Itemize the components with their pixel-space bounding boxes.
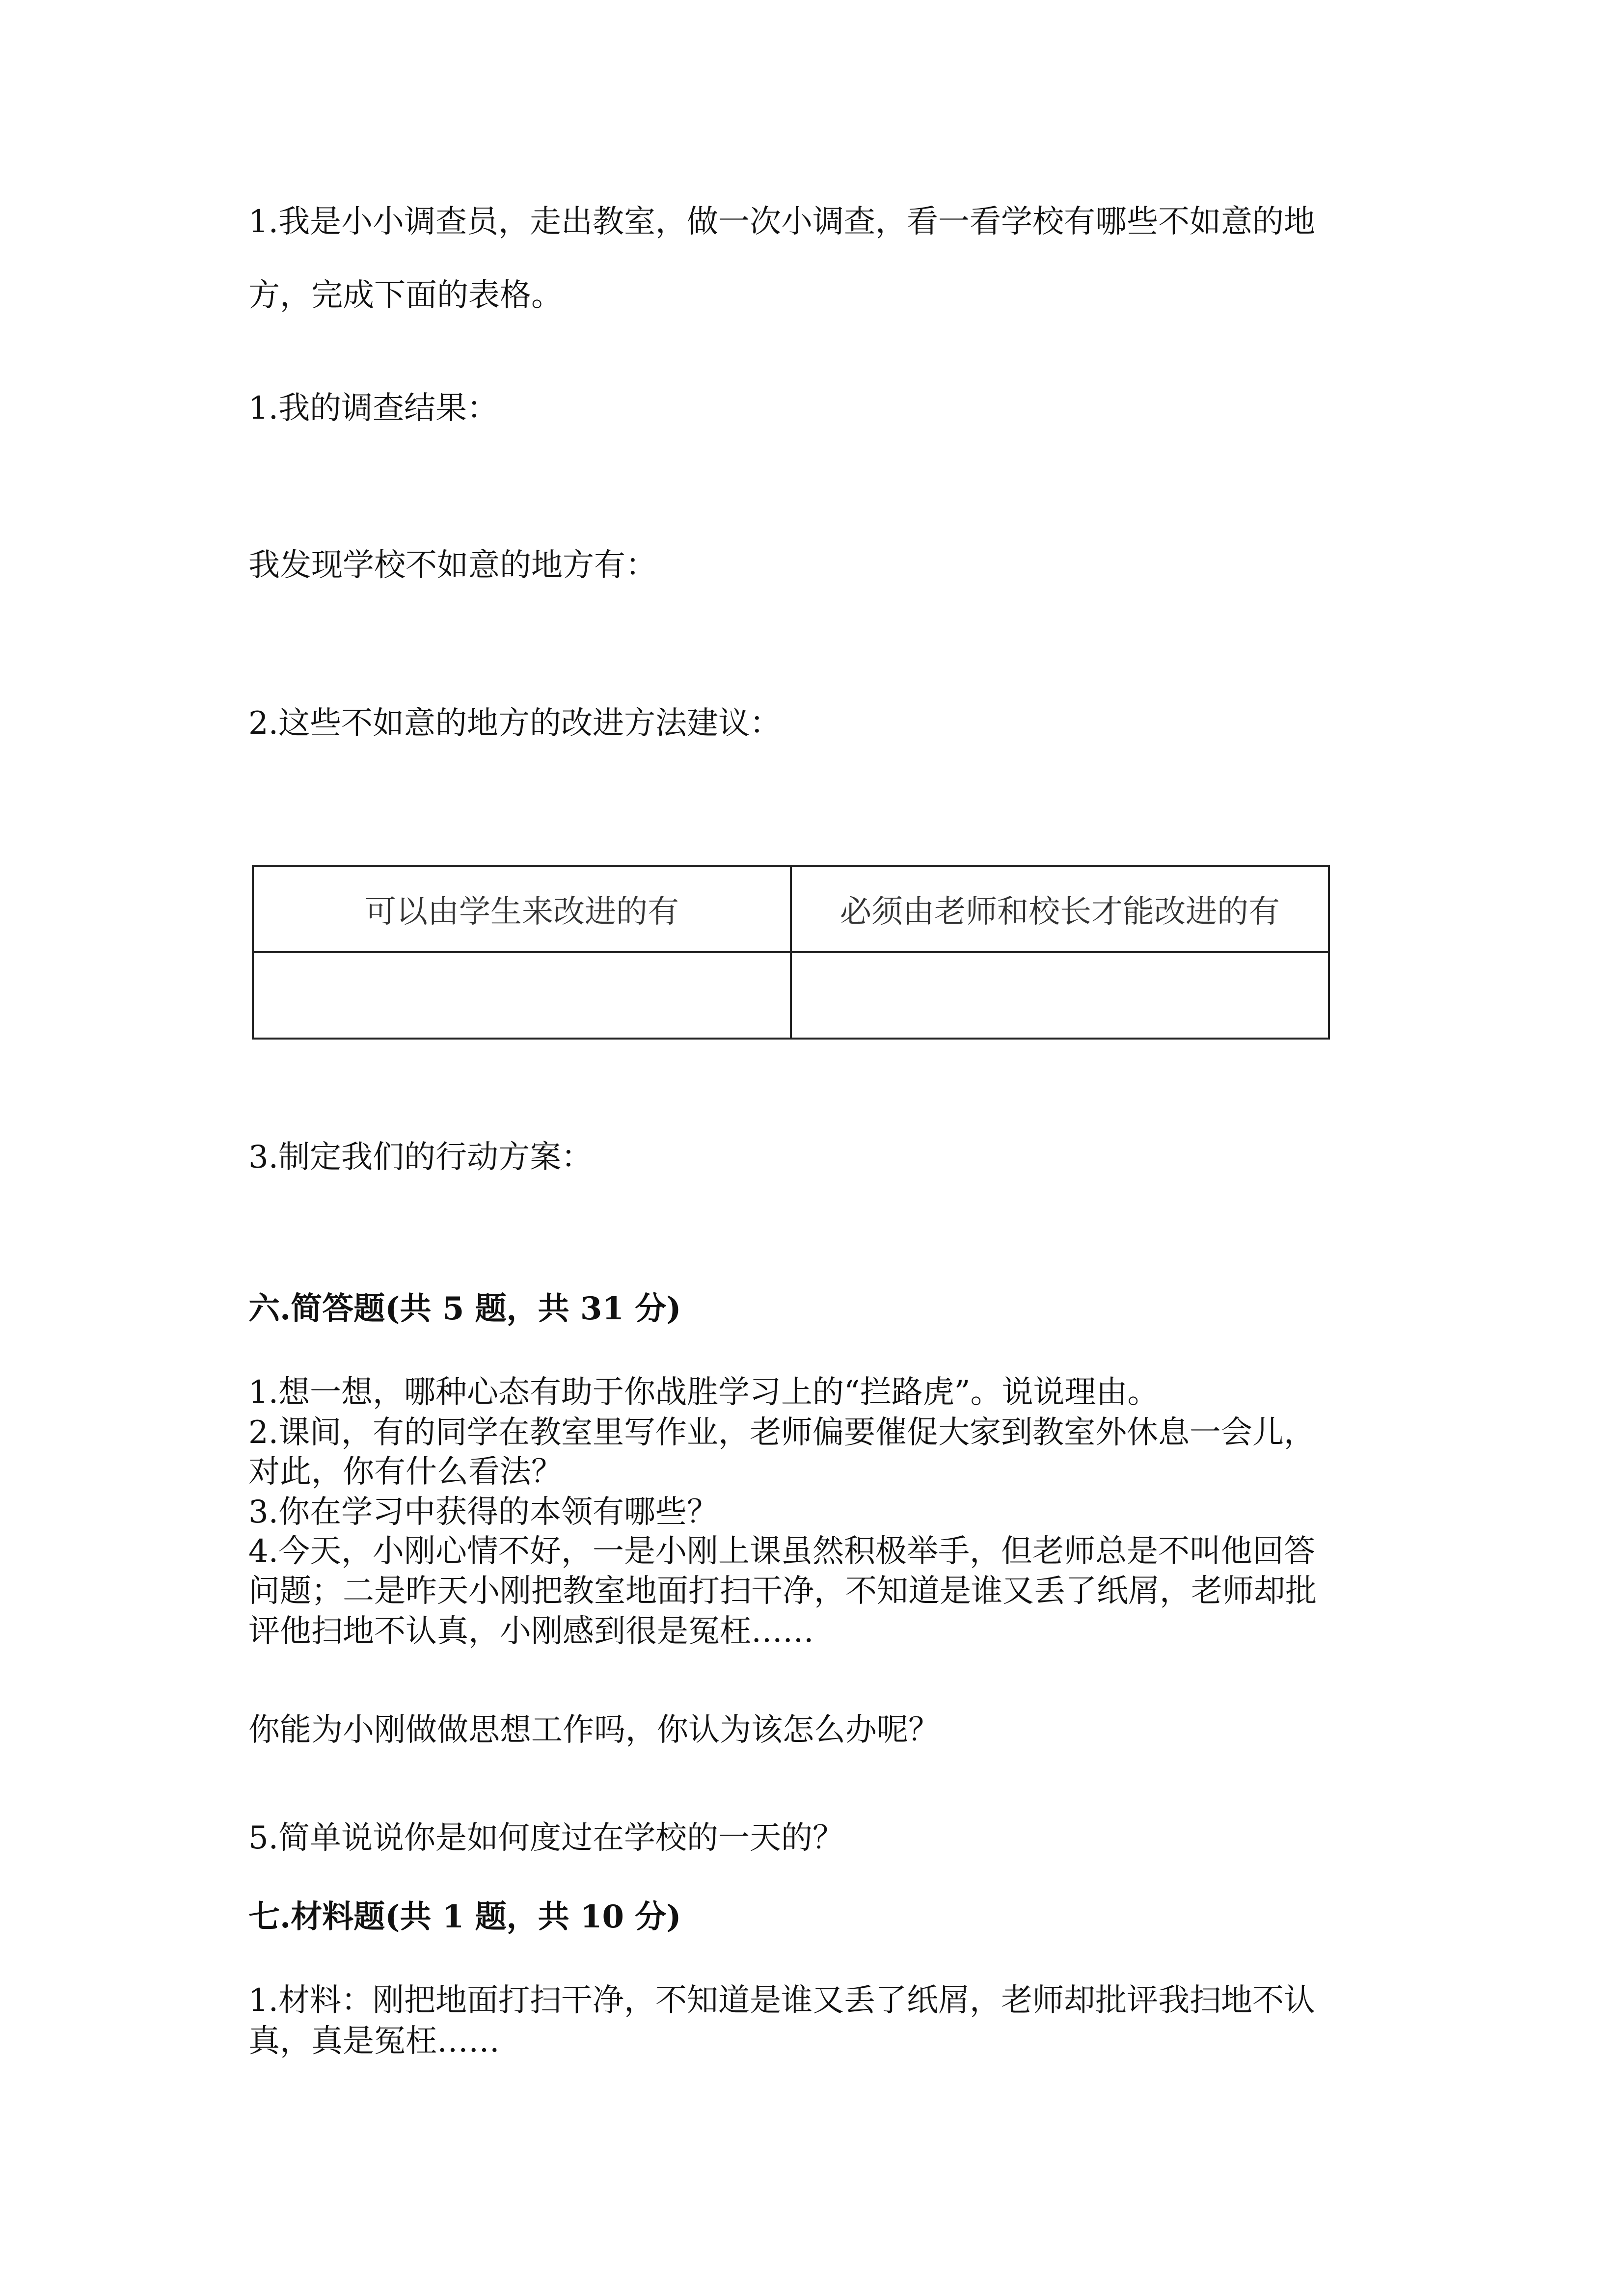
section-6-q2-line-2: 对此，你有什么看法？ bbox=[248, 1454, 563, 1490]
section-6-q4-line-3: 评他扫地不认真，小刚感到很是冤枉…… bbox=[248, 1613, 814, 1650]
section-6-q4-prompt: 你能为小刚做做思想工作吗，你认为该怎么办呢？ bbox=[248, 1712, 940, 1748]
section-6-q4-line-1: 4.今天，小刚心情不好，一是小刚上课虽然积极举手，但老师总是不叫他回答 bbox=[248, 1533, 1316, 1570]
suggestion-table bbox=[252, 865, 1330, 1040]
section-6-q4-line-2: 问题；二是昨天小刚把教室地面打扫干净，不知道是谁又丢了纸屑，老师却批 bbox=[248, 1573, 1317, 1609]
table-answer-students[interactable] bbox=[253, 952, 791, 1039]
table-answer-teachers[interactable] bbox=[791, 952, 1329, 1039]
survey-item-3: 3.制定我们的行动方案： bbox=[248, 1139, 593, 1175]
section-6-q3: 3.你在学习中获得的本领有哪些？ bbox=[248, 1494, 719, 1530]
section-6-q5: 5.简单说说你是如何度过在学校的一天的？ bbox=[248, 1820, 844, 1856]
section-6-q2-line-1: 2.课间，有的同学在教室里写作业，老师偏要催促大家到教室外休息一会儿， bbox=[248, 1415, 1316, 1451]
section-7-heading: 七.材料题(共 1 题，共 10 分) bbox=[248, 1898, 681, 1935]
survey-item-1: 1.我的调查结果： bbox=[248, 390, 499, 427]
table-answer-row bbox=[253, 952, 1329, 1039]
table-header-row bbox=[253, 866, 1329, 952]
section-6-q1: 1.想一想，哪种心态有助于你战胜学习上的“拦路虎”。说说理由。 bbox=[248, 1374, 1159, 1411]
survey-question-line-2: 方，完成下面的表格。 bbox=[248, 277, 563, 314]
section-6-heading: 六.简答题(共 5 题，共 31 分) bbox=[248, 1290, 681, 1327]
section-7-q1-line-1: 1.材料：刚把地面打扫干净，不知道是谁又丢了纸屑，老师却批评我扫地不认 bbox=[248, 1982, 1316, 2019]
survey-finding: 我发现学校不如意的地方有： bbox=[248, 547, 657, 584]
survey-question-line-1: 1.我是小小调查员，走出教室，做一次小调查，看一看学校有哪些不如意的地 bbox=[248, 204, 1316, 240]
table-header-teachers: 必须由老师和校长才能改进的有 bbox=[791, 866, 1329, 952]
table-header-students: 可以由学生来改进的有 bbox=[253, 866, 791, 952]
survey-item-2: 2.这些不如意的地方的改进方法建议： bbox=[248, 705, 782, 742]
section-7-q1-line-2: 真，真是冤枉…… bbox=[248, 2023, 500, 2059]
